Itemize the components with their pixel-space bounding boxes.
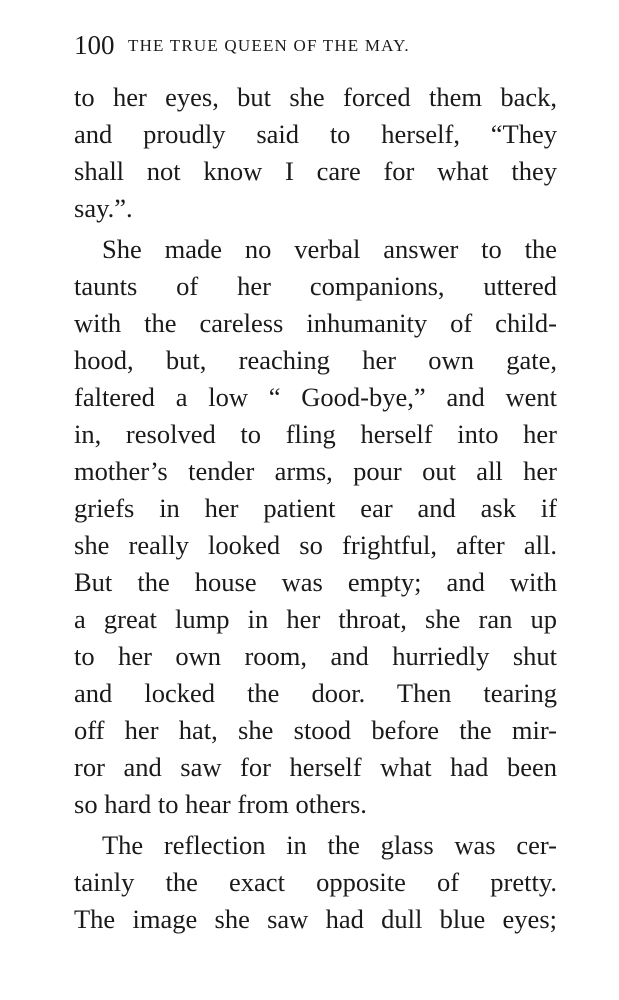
paragraph bbox=[74, 827, 557, 938]
text-line: off her hat, she stood before the mir- bbox=[74, 715, 557, 745]
text-line: She made no verbal answer to the bbox=[102, 234, 557, 264]
text-line: say.”. bbox=[74, 193, 133, 223]
text-line: mother’s tender arms, pour out all her bbox=[74, 456, 557, 486]
page-header bbox=[74, 28, 554, 62]
text-line: faltered a low “ Good-bye,” and went bbox=[74, 382, 557, 412]
text-line: tainly the exact opposite of pretty. bbox=[74, 867, 557, 897]
text-line: griefs in her patient ear and ask if bbox=[74, 493, 557, 523]
text-line: with the careless inhumanity of child- bbox=[74, 308, 557, 338]
text-line: she really looked so frightful, after all. bbox=[74, 530, 557, 560]
text-line: so hard to hear from others. bbox=[74, 789, 367, 819]
text-line: in, resolved to fling herself into her bbox=[74, 419, 557, 449]
text-line: The image she saw had dull blue eyes; bbox=[74, 904, 557, 934]
paragraph bbox=[74, 79, 557, 227]
text-line: a great lump in her throat, she ran up bbox=[74, 604, 557, 634]
text-line: to her own room, and hurriedly shut bbox=[74, 641, 557, 671]
paragraph bbox=[74, 231, 557, 823]
text-line: and proudly said to herself, “They bbox=[74, 119, 557, 149]
text-line: ror and saw for herself what had been bbox=[74, 752, 557, 782]
text-line: The reflection in the glass was cer- bbox=[102, 830, 557, 860]
page-number: 100 bbox=[74, 30, 115, 60]
text-line: and locked the door. Then tearing bbox=[74, 678, 557, 708]
running-title: THE TRUE QUEEN OF THE MAY. bbox=[128, 36, 410, 55]
text-line: But the house was empty; and with bbox=[74, 567, 557, 597]
text-line: to her eyes, but she forced them back, bbox=[74, 82, 557, 112]
body-text bbox=[74, 79, 557, 938]
text-line: taunts of her companions, uttered bbox=[74, 271, 557, 301]
text-line: shall not know I care for what they bbox=[74, 156, 557, 186]
text-line: hood, but, reaching her own gate, bbox=[74, 345, 557, 375]
